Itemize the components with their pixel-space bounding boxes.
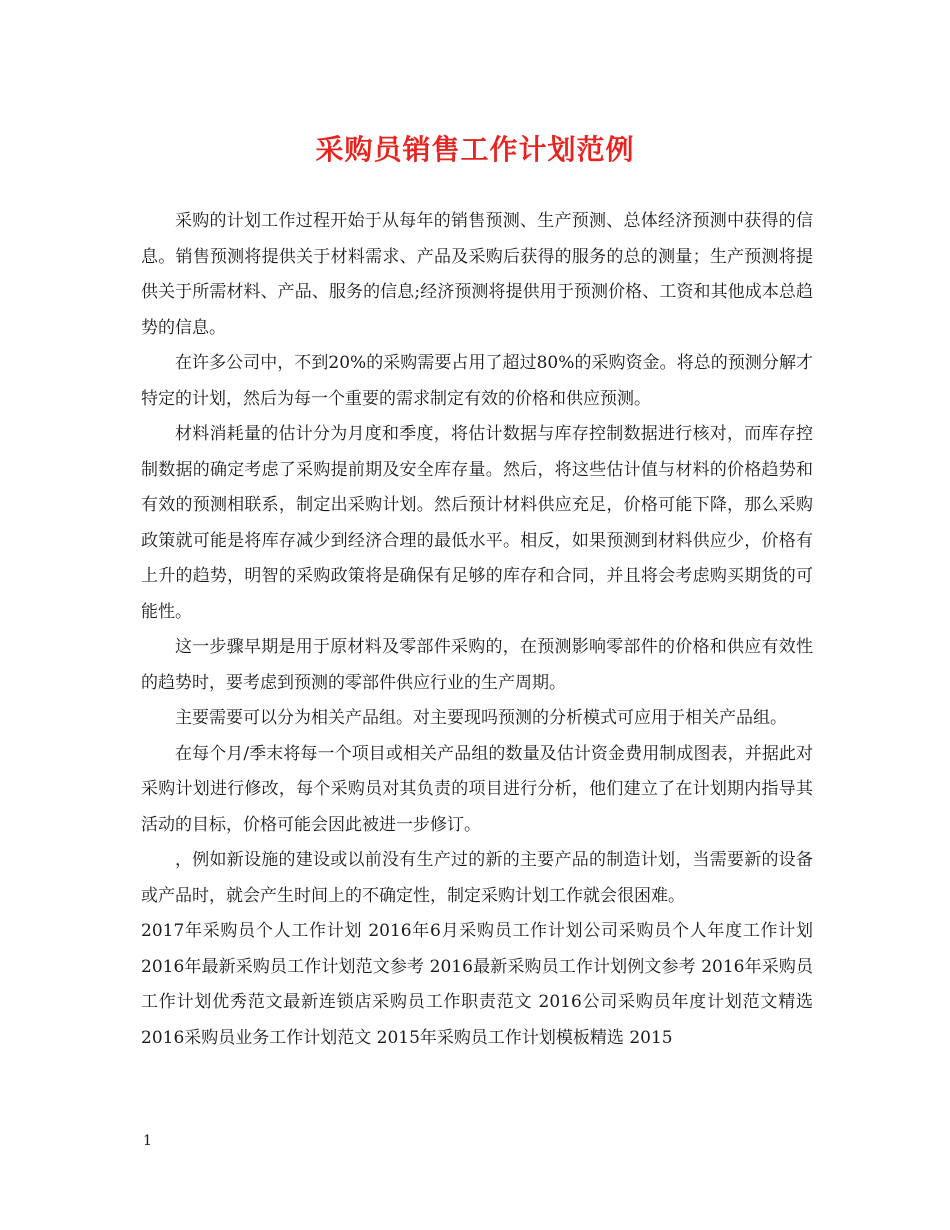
- paragraph-3: 材料消耗量的估计分为月度和季度，将估计数据与库存控制数据进行核对，而库存控制数据的确定考虑了采购提前期及安全库存量。然后，将这些估计值与材料的价格趋势和有效的预测相联系，制定出采购计划。然后预计材料供应充足，价格可能下降，那么采购政策就可能是将库存减少到经济合理的最低水平。相反，如果预测到材料供应少，价格有上升的趋势，明智的采购政策将是确保有足够的库存和合同，并且将会考虑购买期货的可能性。: [141, 424, 813, 622]
- document-title: 采购员销售工作计划范例: [315, 133, 635, 166]
- paragraph-2: 在许多公司中，不到20%的采购需要占用了超过80%的采购资金。将总的预测分解才特定的计划，然后为每一个重要的需求制定有效的价格和供应预测。: [141, 353, 813, 409]
- paragraph-7: ，例如新设施的建设或以前没有生产过的新的主要产品的制造计划，当需要新的设备或产品时，就会产生时间上的不确定性，制定采购计划工作就会很困难。: [141, 850, 813, 906]
- paragraph-5: 主要需要可以分为相关产品组。对主要现吗预测的分析模式可应用于相关产品组。: [175, 708, 787, 728]
- paragraph-4: 这一步骤早期是用于原材料及零部件采购的，在预测影响零部件的价格和供应有效性的趋势时，要考虑到预测的零部件供应行业的生产周期。: [141, 637, 813, 693]
- paragraph-6: 在每个月/季末将每一个项目或相关产品组的数量及估计资金费用制成图表，并据此对采购计划进行修改，每个采购员对其负责的项目进行分析，他们建立了在计划期内指导其活动的目标，价格可能会因此被进一步修订。: [141, 743, 813, 835]
- page-number: 1: [143, 1133, 152, 1149]
- paragraph-1: 采购的计划工作过程开始于从每年的销售预测、生产预测、总体经济预测中获得的信息。销售预测将提供关于材料需求、产品及采购后获得的服务的总的测量；生产预测将提供关于所需材料、产品、服务的信息;经济预测将提供用于预测价格、工资和其他成本总趋势的信息。: [141, 211, 813, 338]
- related-links-paragraph: 2017年采购员个人工作计划 2016年6月采购员工作计划公司采购员个人年度工作计划 2016年最新采购员工作计划范文参考 2016最新采购员工作计划例文参考 2016年采购员工作计划优秀范文最新连锁店采购员工作职责范文 2016公司采购员年度计划范文精选 2016采购员业务工作计划范文 2015年采购员工作计划模板精选 2015: [141, 921, 813, 1048]
- document-body: [141, 204, 813, 1056]
